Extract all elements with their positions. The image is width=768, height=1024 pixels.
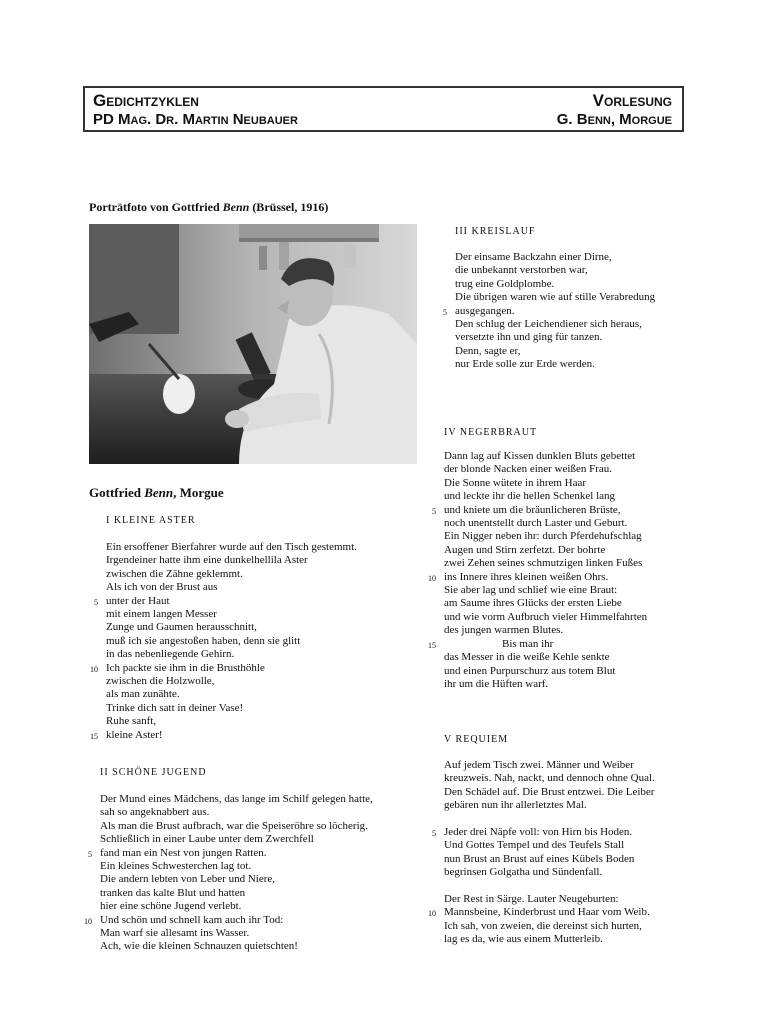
poem-line: Ein kleines Schwesterchen lag tot. — [100, 860, 252, 873]
poem-line: Der Rest in Särge. Lauter Neugeburten: — [444, 893, 619, 906]
poem-line: das Messer in die weiße Kehle senkte — [444, 651, 610, 664]
poem-line: 10 Mannsbeine, Kinderbrust und Haar vom Weib. — [444, 906, 655, 919]
poem-line: 5 unter der Haut — [106, 595, 357, 608]
poem-line: 5 und kniete um die bräunlicheren Brüste, — [444, 504, 647, 517]
poem-line: 10 Und schön und schnell kam auch ihr Tod: — [100, 914, 373, 927]
poem-line: lag es da, wie aus einem Mutterleib. — [444, 933, 603, 946]
poem-line: Die übrigen waren wie auf stille Verabredung — [455, 291, 656, 304]
photo-caption: Porträtfoto von Gottfried Benn (Brüssel, 1916) — [89, 200, 329, 214]
poem-line: trug eine Goldplombe. — [455, 277, 555, 290]
poem-kreislauf — [443, 251, 656, 372]
poem-line: sah so angeknabbert aus. — [100, 806, 210, 819]
poem-line: Schließlich in einer Laube unter dem Zwerchfell — [100, 833, 314, 846]
poem-line: 15 kleine Aster! — [106, 729, 357, 742]
line-number: 15 — [90, 731, 98, 741]
line-number: 10 — [428, 573, 436, 583]
lecturer-name: PD Mag. Dr. Martin Neubauer — [93, 111, 298, 128]
poem-line: am Saume ihres Glücks der ersten Liebe — [444, 597, 622, 610]
stanza-break — [444, 813, 655, 826]
poem-title-kreislauf: III KREISLAUF — [455, 226, 536, 237]
poem-line: nun Brust an Brust auf eines Kübels Boden — [444, 852, 635, 865]
poem-line: 10 Ich packte sie ihm in die Brusthöhle — [106, 662, 357, 675]
poem-line: und einen Purpurschurz aus totem Blut — [444, 664, 616, 677]
poem-line: Ruhe sanft, — [106, 715, 157, 728]
document-header — [83, 86, 684, 132]
work-title: Gottfried Benn, Morgue — [89, 485, 224, 500]
poem-line: 5 Jeder drei Näpfe voll: von Hirn bis Hoden. — [444, 826, 655, 839]
poem-line: 10 ins Innere ihres kleinen weißen Ohrs. — [444, 571, 647, 584]
poem-line: Den Schädel auf. Die Brust entzwei. Die Leiber — [444, 785, 655, 798]
poem-line: Die andern lebten von Leber und Niere, — [100, 873, 276, 886]
poem-line: Zunge und Gaumen herausschnitt, — [106, 621, 257, 634]
line-number: 10 — [90, 664, 98, 674]
poem-line: die unbekannt verstorben war, — [455, 264, 588, 277]
poem-line: und wie vorm Aufbruch vieler Himmelfahrten — [444, 610, 648, 623]
header-row-1 — [93, 91, 672, 111]
document-type: Vorlesung — [592, 91, 672, 110]
header-row-2 — [93, 111, 672, 131]
poem-line: zwei Zehen seines schmutzigen linken Fußes — [444, 557, 643, 570]
poem-line: und leckte ihr die hellen Schenkel lang — [444, 490, 616, 503]
poem-title-requiem: V REQUIEM — [444, 734, 509, 745]
poem-line: Dann lag auf Kissen dunklen Bluts gebettet — [444, 450, 636, 462]
line-number: 5 — [94, 597, 98, 607]
poem-line: muß ich sie angestoßen haben, denn sie glitt — [106, 634, 301, 647]
line-number: 5 — [432, 506, 436, 516]
poem-line: 5 fand man ein Nest von jungen Ratten. — [100, 847, 373, 860]
course-title: Gedichtzyklen — [93, 91, 199, 110]
poem-title-schoene-jugend: II SCHÖNE JUGEND — [100, 767, 207, 778]
poem-line: Ich sah, von zweien, die dereinst sich hurten, — [444, 919, 642, 932]
poem-line: Sie aber lag und schlief wie eine Braut: — [444, 584, 618, 597]
line-number: 5 — [443, 307, 447, 317]
poem-line: mit einem langen Messer — [106, 608, 217, 621]
poem-line: des jungen warmen Blutes. — [444, 624, 564, 637]
poem-line: Ein ersoffener Bierfahrer wurde auf den Tisch gestemmt. — [106, 541, 357, 553]
line-number: 15 — [428, 640, 436, 650]
poem-line: Die Sonne wütete in ihrem Haar — [444, 476, 587, 489]
poem-line: Denn, sagte er, — [455, 344, 521, 357]
poem-line: zwischen die Zähne geklemmt. — [106, 567, 243, 580]
poem-line: gebären nun ihr allerletztes Mal. — [444, 799, 587, 812]
poem-line: Ach, wie die kleinen Schnauzen quietschten! — [100, 940, 298, 953]
poem-line: Ein Nigger neben ihr: durch Pferdehufschlag — [444, 530, 642, 543]
poem-requiem — [428, 759, 655, 947]
poem-line: Augen und Stirn zerfetzt. Der bohrte — [444, 543, 606, 556]
poem-line: Trinke dich satt in deiner Vase! — [106, 701, 244, 714]
poem-line: als man zunähte. — [106, 688, 180, 701]
poem-line: Den schlug der Leichendiener sich heraus, — [455, 318, 642, 331]
stanza-break — [444, 880, 655, 893]
poem-line: tranken das kalte Blut und hatten — [100, 886, 246, 899]
poem-title-negerbraut: IV NEGERBRAUT — [444, 427, 538, 438]
line-number: 5 — [88, 849, 92, 859]
poem-line: zwischen die Holzwolle, — [106, 675, 215, 688]
poem-line: versetzte ihn und ging für tanzen. — [455, 331, 603, 344]
poem-title-kleine-aster: I KLEINE ASTER — [106, 515, 196, 526]
lecture-topic: G. Benn, Morgue — [556, 111, 672, 128]
poem-line: begrinsen Golgatha und Sündenfall. — [444, 866, 603, 879]
poem-schoene-jugend — [84, 793, 373, 954]
line-number: 10 — [428, 909, 436, 919]
poem-line: Man warf sie allesamt ins Wasser. — [100, 927, 250, 940]
poem-kleine-aster — [90, 541, 357, 742]
poem-line: Und Gottes Tempel und des Teufels Stall — [444, 839, 625, 852]
poem-line: Der einsame Backzahn einer Dirne, — [455, 251, 612, 263]
poem-line: Auf jedem Tisch zwei. Männer und Weiber — [444, 759, 634, 771]
poem-line: 15 Bis man ihr — [444, 638, 647, 651]
poem-line: der blonde Nacken einer weißen Frau. — [444, 463, 612, 476]
poem-line: ihr um die Hüften warf. — [444, 677, 549, 690]
poem-line: Der Mund eines Mädchens, das lange im Schilf gelegen hatte, — [100, 793, 373, 805]
poem-line: nur Erde solle zur Erde werden. — [455, 358, 595, 371]
poem-line: Irgendeiner hatte ihm eine dunkelhellila Aster — [106, 554, 308, 567]
portrait-photo — [89, 224, 417, 464]
poem-line: noch unentstellt durch Laster und Geburt. — [444, 517, 628, 530]
poem-line: Als man die Brust aufbrach, war die Speiseröhre so löcherig. — [100, 819, 368, 832]
poem-negerbraut — [428, 450, 648, 691]
poem-line: in das nebenliegende Gehirn. — [106, 648, 235, 661]
line-number: 5 — [432, 829, 436, 839]
poem-line: 5 ausgegangen. — [455, 305, 655, 318]
poem-line: Als ich von der Brust aus — [106, 581, 218, 594]
poem-line: kreuzweis. Nah, nackt, und dennoch ohne Qual. — [444, 772, 655, 785]
line-number: 10 — [84, 916, 92, 926]
poem-line: hier eine schöne Jugend verlebt. — [100, 900, 242, 913]
